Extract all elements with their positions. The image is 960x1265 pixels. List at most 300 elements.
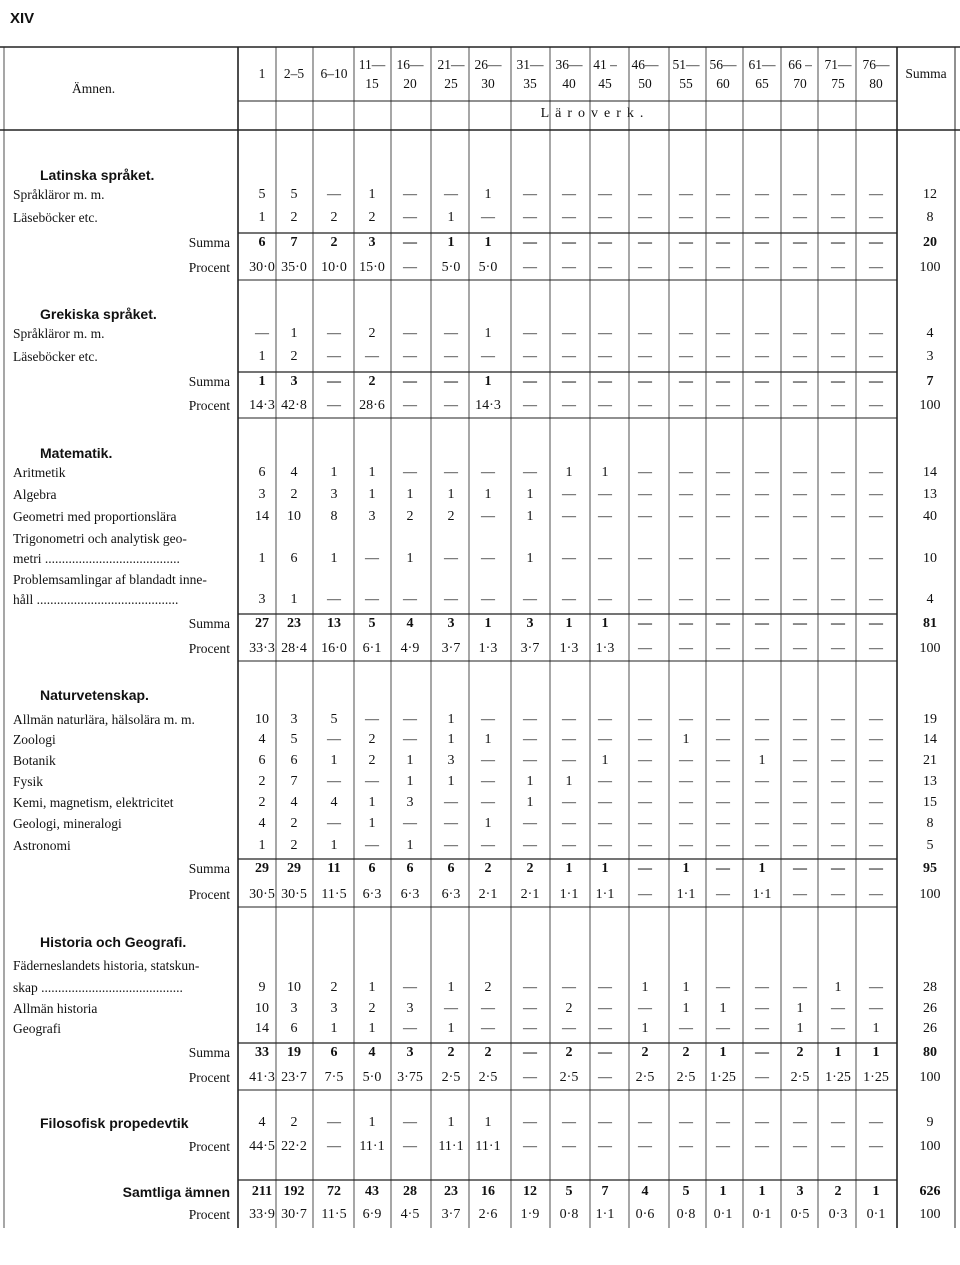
table-cell: — <box>403 235 417 250</box>
table-cell: — <box>598 795 612 810</box>
table-cell: 2 <box>368 326 376 341</box>
table-cell: — <box>638 465 652 480</box>
table-cell: — <box>523 260 537 275</box>
table-cell: — <box>638 326 652 341</box>
header-age-group: 11— <box>358 57 386 72</box>
table-cell: — <box>598 732 612 747</box>
table-cell: 6 <box>258 753 266 768</box>
table-cell: 1 <box>406 838 414 853</box>
table-cell: — <box>831 816 845 831</box>
table-cell: — <box>562 509 576 524</box>
table-cell: 2 <box>258 774 266 789</box>
table-cell: — <box>598 712 612 727</box>
table-cell: 1 <box>447 774 455 789</box>
table-cell: — <box>523 753 537 768</box>
table-cell: — <box>598 374 612 389</box>
table-cell: — <box>638 592 652 607</box>
row-label: Språkläror m. m. <box>13 326 105 341</box>
table-cell: — <box>562 398 576 413</box>
header-age-group: 35 <box>523 76 537 91</box>
table-cell: — <box>793 980 807 995</box>
table-cell: 26 <box>923 1001 937 1016</box>
table-cell: 1 <box>682 861 690 876</box>
table-cell: — <box>403 374 417 389</box>
table-cell: — <box>869 774 883 789</box>
table-cell: — <box>255 326 269 341</box>
table-cell: — <box>793 1139 807 1154</box>
table-cell: 1·25 <box>825 1070 851 1085</box>
table-cell: 1 <box>834 980 842 995</box>
table-cell: 1 <box>406 753 414 768</box>
table-cell: — <box>638 887 652 902</box>
table-cell: 1 <box>484 187 492 202</box>
table-cell: — <box>793 374 807 389</box>
table-cell: — <box>831 551 845 566</box>
table-cell: 19 <box>923 712 937 727</box>
table-cell: — <box>598 260 612 275</box>
table-cell: — <box>793 398 807 413</box>
table-cell: 2 <box>290 1115 298 1130</box>
table-cell: — <box>403 326 417 341</box>
table-cell: 23·7 <box>281 1070 307 1085</box>
table-cell: — <box>793 753 807 768</box>
table-cell: — <box>327 398 341 413</box>
table-cell: — <box>831 887 845 902</box>
table-cell: 26 <box>923 1021 937 1036</box>
table-cell: — <box>481 465 495 480</box>
table-cell: — <box>755 210 769 225</box>
table-cell: — <box>562 187 576 202</box>
table-cell: — <box>869 398 883 413</box>
table-cell: — <box>831 732 845 747</box>
table-cell: 1 <box>601 753 609 768</box>
table-cell: — <box>679 816 693 831</box>
table-cell: — <box>562 980 576 995</box>
table-cell: — <box>716 1139 730 1154</box>
table-cell: — <box>481 1021 495 1036</box>
table-cell: 1 <box>447 1115 455 1130</box>
table-cell: — <box>793 465 807 480</box>
table-cell: — <box>869 712 883 727</box>
table-cell: 5·0 <box>362 1070 382 1085</box>
table-cell: — <box>327 187 341 202</box>
table-cell: — <box>403 816 417 831</box>
table-cell: — <box>869 838 883 853</box>
table-cell: — <box>831 235 845 250</box>
table-cell: — <box>831 1115 845 1130</box>
table-cell: — <box>755 487 769 502</box>
table-cell: 2 <box>290 816 298 831</box>
table-cell: — <box>327 592 341 607</box>
summa-label: Summa <box>188 861 230 876</box>
header-age-group: 1 <box>258 66 266 81</box>
table-cell: — <box>679 753 693 768</box>
table-cell: 2 <box>330 235 338 250</box>
table-cell: 22·2 <box>281 1139 307 1154</box>
table-cell: — <box>365 774 379 789</box>
table-cell: — <box>716 260 730 275</box>
table-cell: 1 <box>258 210 266 225</box>
table-cell: — <box>793 641 807 656</box>
table-cell: 2 <box>290 210 298 225</box>
table-cell: — <box>327 374 341 389</box>
table-cell: 1 <box>447 1021 455 1036</box>
table-cell: 2 <box>565 1045 573 1060</box>
table-cell: — <box>793 887 807 902</box>
table-cell: — <box>403 465 417 480</box>
table-cell: — <box>793 816 807 831</box>
table-cell: 2 <box>368 753 376 768</box>
table-cell: 1 <box>758 861 766 876</box>
table-cell: 1·9 <box>520 1207 540 1222</box>
table-cell: — <box>831 1139 845 1154</box>
table-cell: 5 <box>258 187 266 202</box>
table-cell: 33 <box>255 1045 269 1060</box>
table-cell: 3 <box>796 1184 804 1199</box>
table-cell: — <box>716 816 730 831</box>
table-cell: 3 <box>330 1001 338 1016</box>
table-cell: 2 <box>447 509 455 524</box>
table-cell: 1 <box>565 861 573 876</box>
table-cell: — <box>523 1139 537 1154</box>
table-cell: — <box>869 1115 883 1130</box>
table-cell: 28 <box>923 980 937 995</box>
table-cell: 1 <box>682 732 690 747</box>
section-title: Latinska språket. <box>40 167 155 183</box>
table-cell: — <box>679 1139 693 1154</box>
table-cell: 1 <box>719 1045 727 1060</box>
table-cell: — <box>831 774 845 789</box>
table-cell: 2 <box>290 838 298 853</box>
table-cell: 5 <box>290 732 298 747</box>
table-cell: 95 <box>923 861 937 876</box>
table-cell: — <box>679 509 693 524</box>
table-cell: — <box>598 1070 612 1085</box>
table-cell: — <box>869 753 883 768</box>
table-cell: 11·1 <box>438 1139 464 1154</box>
table-cell: — <box>481 349 495 364</box>
table-cell: — <box>869 1001 883 1016</box>
header-age-group: 41 – <box>593 57 617 72</box>
table-cell: — <box>755 980 769 995</box>
table-cell: — <box>831 509 845 524</box>
table-cell: 6·3 <box>441 887 461 902</box>
header-age-group: 26— <box>474 57 502 72</box>
table-cell: — <box>523 465 537 480</box>
table-cell: — <box>403 1139 417 1154</box>
table-cell: 2 <box>258 795 266 810</box>
table-cell: — <box>562 816 576 831</box>
table-cell: — <box>679 349 693 364</box>
table-cell: 1 <box>641 1021 649 1036</box>
table-cell: 3 <box>290 712 298 727</box>
table-cell: — <box>403 210 417 225</box>
table-cell: 6·1 <box>362 641 382 656</box>
table-cell: 30·5 <box>281 887 307 902</box>
procent-label: Procent <box>188 887 230 902</box>
table-cell: — <box>793 235 807 250</box>
table-cell: — <box>523 980 537 995</box>
table-cell: — <box>598 774 612 789</box>
table-cell: — <box>598 187 612 202</box>
table-cell: 3 <box>258 592 266 607</box>
table-cell: 23 <box>287 616 301 631</box>
table-cell: — <box>562 753 576 768</box>
header-age-group: 51— <box>672 57 700 72</box>
table-cell: — <box>869 861 883 876</box>
header-age-group: 21— <box>437 57 465 72</box>
table-cell: 2 <box>682 1045 690 1060</box>
table-cell: — <box>598 1001 612 1016</box>
table-cell: — <box>755 1021 769 1036</box>
table-cell: 7 <box>290 774 298 789</box>
table-cell: 14 <box>255 1021 269 1036</box>
table-cell: — <box>638 398 652 413</box>
table-cell: 1·1 <box>752 887 772 902</box>
table-cell: — <box>598 816 612 831</box>
table-cell: 1 <box>758 1184 766 1199</box>
table-cell: — <box>638 1115 652 1130</box>
table-cell: 30·0 <box>249 260 275 275</box>
table-cell: — <box>638 260 652 275</box>
table-cell: — <box>403 1021 417 1036</box>
table-cell: 1 <box>258 551 266 566</box>
table-cell: — <box>869 509 883 524</box>
table-cell: 8 <box>926 816 934 831</box>
table-cell: — <box>716 592 730 607</box>
table-cell: — <box>562 712 576 727</box>
table-cell: 3 <box>926 349 934 364</box>
table-cell: 41·3 <box>249 1070 275 1085</box>
table-cell: 21 <box>923 753 937 768</box>
header-age-group: 45 <box>598 76 612 91</box>
table-cell: — <box>716 398 730 413</box>
table-cell: 13 <box>327 616 341 631</box>
row-label: Geometri med proportionslära <box>13 509 177 524</box>
table-cell: — <box>679 465 693 480</box>
table-cell: 4 <box>330 795 338 810</box>
table-cell: 1 <box>526 551 534 566</box>
table-cell: — <box>403 187 417 202</box>
table-cell: 2 <box>484 861 492 876</box>
table-cell: — <box>716 235 730 250</box>
table-cell: 10·0 <box>321 260 347 275</box>
header-age-group: 2–5 <box>283 66 305 81</box>
table-cell: — <box>444 374 458 389</box>
table-cell: 1 <box>872 1045 880 1060</box>
table-cell: — <box>793 187 807 202</box>
table-cell: — <box>523 1045 537 1060</box>
table-cell: 2·6 <box>478 1207 498 1222</box>
table-cell: — <box>598 326 612 341</box>
table-cell: 44·5 <box>249 1139 275 1154</box>
table-cell: — <box>793 487 807 502</box>
table-cell: 1 <box>290 326 298 341</box>
table-cell: — <box>403 349 417 364</box>
table-cell: 1 <box>565 774 573 789</box>
table-cell: — <box>679 1115 693 1130</box>
table-cell: 1 <box>290 592 298 607</box>
table-cell: — <box>638 210 652 225</box>
table-cell: — <box>755 1045 769 1060</box>
table-cell: — <box>716 187 730 202</box>
table-cell: 1 <box>484 1115 492 1130</box>
table-cell: 2 <box>290 349 298 364</box>
table-cell: — <box>638 1139 652 1154</box>
table-cell: — <box>523 326 537 341</box>
table-cell: — <box>831 487 845 502</box>
table-cell: 4 <box>926 326 934 341</box>
table-cell: 28 <box>403 1184 417 1199</box>
table-cell: 3 <box>406 1001 414 1016</box>
table-cell: — <box>716 487 730 502</box>
table-cell: — <box>444 398 458 413</box>
table-cell: — <box>327 1139 341 1154</box>
table-cell: 2·5 <box>790 1070 810 1085</box>
table-cell: 1 <box>447 712 455 727</box>
table-cell: — <box>481 753 495 768</box>
table-cell: — <box>831 616 845 631</box>
table-cell: 3 <box>406 795 414 810</box>
section-title: Filosofisk propedevtik <box>40 1115 189 1131</box>
header-age-group: 56— <box>709 57 737 72</box>
table-cell: 13 <box>923 487 937 502</box>
table-cell: — <box>481 1001 495 1016</box>
table-cell: 16·0 <box>321 641 347 656</box>
table-cell: — <box>562 732 576 747</box>
table-cell: — <box>327 1115 341 1130</box>
table-cell: — <box>327 326 341 341</box>
table-cell: 0·5 <box>790 1207 810 1222</box>
table-cell: 2 <box>290 487 298 502</box>
table-cell: — <box>869 732 883 747</box>
table-cell: 3·75 <box>397 1070 423 1085</box>
table-cell: 1 <box>641 980 649 995</box>
table-cell: 3·7 <box>441 641 461 656</box>
table-cell: 2 <box>330 210 338 225</box>
table-cell: 1 <box>330 753 338 768</box>
table-cell: — <box>755 816 769 831</box>
table-cell: 81 <box>923 616 937 631</box>
table-cell: 2 <box>368 374 376 389</box>
table-cell: 1 <box>368 795 376 810</box>
table-cell: — <box>869 592 883 607</box>
table-cell: — <box>638 235 652 250</box>
table-cell: — <box>831 641 845 656</box>
table-cell: — <box>679 616 693 631</box>
table-cell: 1 <box>484 732 492 747</box>
header-age-group: 40 <box>562 76 576 91</box>
table-cell: — <box>716 1021 730 1036</box>
table-cell: 1 <box>484 616 492 631</box>
table-cell: — <box>523 187 537 202</box>
table-cell: 4 <box>641 1184 649 1199</box>
procent-label: Procent <box>188 398 230 413</box>
table-cell: — <box>444 838 458 853</box>
table-cell: 1·25 <box>710 1070 736 1085</box>
table-cell: 1 <box>484 374 492 389</box>
table-cell: — <box>831 326 845 341</box>
table-cell: 4 <box>926 592 934 607</box>
table-cell: — <box>869 260 883 275</box>
table-cell: 14·3 <box>475 398 501 413</box>
table-cell: 10 <box>255 1001 269 1016</box>
table-cell: — <box>444 1001 458 1016</box>
header-age-group: 60 <box>716 76 730 91</box>
table-cell: 1 <box>330 551 338 566</box>
table-cell: — <box>523 210 537 225</box>
table-cell: — <box>444 795 458 810</box>
table-cell: 1 <box>796 1001 804 1016</box>
table-cell: — <box>831 1021 845 1036</box>
table-cell: 29 <box>255 861 269 876</box>
table-cell: 100 <box>919 641 941 656</box>
table-cell: — <box>523 235 537 250</box>
table-cell: 1 <box>447 235 455 250</box>
table-cell: — <box>869 887 883 902</box>
table-cell: 2 <box>484 1045 492 1060</box>
table-cell: — <box>755 795 769 810</box>
table-cell: 0·8 <box>559 1207 579 1222</box>
table-cell: 9 <box>258 980 266 995</box>
row-label-continued: håll .......................................... <box>13 592 179 607</box>
table-cell: 1 <box>447 980 455 995</box>
table-cell: — <box>755 1001 769 1016</box>
table-cell: — <box>679 712 693 727</box>
header-total-label: Summa <box>905 66 947 81</box>
table-cell: — <box>562 1139 576 1154</box>
table-cell: — <box>598 1045 612 1060</box>
table-cell: — <box>869 326 883 341</box>
table-cell: 3 <box>447 616 455 631</box>
table-cell: 11·1 <box>475 1139 501 1154</box>
table-cell: 1 <box>368 487 376 502</box>
table-cell: 3 <box>290 374 298 389</box>
table-cell: 2 <box>796 1045 804 1060</box>
table-cell: — <box>755 774 769 789</box>
table-cell: — <box>793 260 807 275</box>
table-cell: 0·1 <box>752 1207 772 1222</box>
table-cell: 1·3 <box>478 641 498 656</box>
table-cell: 6 <box>406 861 414 876</box>
table-cell: — <box>831 753 845 768</box>
table-cell: — <box>793 349 807 364</box>
header-age-group: 61— <box>748 57 776 72</box>
table-cell: 3 <box>290 1001 298 1016</box>
table-cell: 1 <box>484 816 492 831</box>
table-cell: 16 <box>481 1184 495 1199</box>
table-cell: 1 <box>682 1001 690 1016</box>
table-cell: 0·8 <box>676 1207 696 1222</box>
table-cell: — <box>562 592 576 607</box>
table-cell: — <box>403 1115 417 1130</box>
table-cell: — <box>755 732 769 747</box>
table-cell: — <box>365 592 379 607</box>
header-age-group: 36— <box>555 57 583 72</box>
table-cell: — <box>327 732 341 747</box>
table-cell: 626 <box>919 1184 941 1199</box>
table-cell: 2·1 <box>520 887 540 902</box>
header-category: Läroverk. <box>540 106 650 121</box>
table-cell: — <box>869 641 883 656</box>
table-cell: 5 <box>290 187 298 202</box>
table-cell: — <box>598 235 612 250</box>
table-cell: — <box>755 235 769 250</box>
table-cell: — <box>679 398 693 413</box>
table-cell: — <box>444 592 458 607</box>
table-cell: — <box>444 349 458 364</box>
table-cell: 1 <box>330 1021 338 1036</box>
